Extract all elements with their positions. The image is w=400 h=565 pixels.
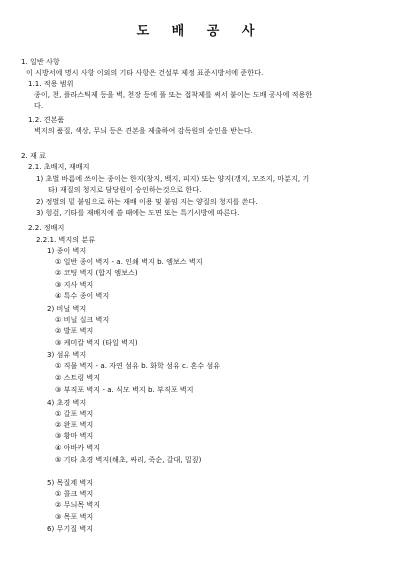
list-item: ④ 특수 종이 벽지 bbox=[55, 291, 110, 300]
section-1-heading: 1. 일반 사항 bbox=[21, 57, 60, 66]
section-1-2-text: 벽지의 품질, 색상, 무늬 등은 견본을 제출하여 감독원의 승인을 받는다. bbox=[34, 126, 253, 135]
list-item: ④ 아바카 벽지 bbox=[55, 443, 101, 452]
list-item: ⑤ 기타 초경 벽지(해초, 싸리, 죽순, 갈대, 밀짚) bbox=[55, 455, 202, 464]
list-item: ① 갈포 벽지 bbox=[55, 409, 94, 418]
section-1-1-heading: 1.1. 적용 범위 bbox=[28, 79, 74, 88]
list-item: ② 발포 벽지 bbox=[55, 326, 94, 335]
section-1-text: 이 시방서에 명시 사항 이외의 기타 사항은 건설부 제정 표준시방서에 준한다. bbox=[26, 68, 264, 77]
group-label: 4) 초경 벽지 bbox=[47, 398, 87, 407]
section-2-1-item-1-line1: 1) 초벌 바름에 쓰이는 종이는 한지(창지, 백지, 피지) 또는 양지(갱지, 모조지, 마분지, 기 bbox=[36, 174, 310, 183]
list-item: ① 콜크 벽지 bbox=[55, 489, 94, 498]
list-item: ① 일반 종이 벽지 - a. 인쇄 벽지 b. 엠보스 벽지 bbox=[55, 257, 203, 266]
section-1-1-text-line1: 종이, 천, 플라스틱제 등을 벽, 천장 등에 풀 또는 접착제를 써서 붙이는 도배 공사에 적용한 bbox=[34, 90, 313, 99]
list-item: ③ 황마 벽지 bbox=[55, 431, 94, 440]
group-label: 3) 섬유 벽지 bbox=[47, 350, 87, 359]
group-label: 6) 무기질 벽지 bbox=[47, 524, 94, 533]
list-item: ③ 케미칼 벽지 (타일 벽지) bbox=[55, 338, 138, 347]
section-1-1-text-line2: 다. bbox=[34, 101, 44, 110]
section-2-heading: 2. 재 료 bbox=[21, 151, 46, 160]
list-item: ③ 지사 벽지 bbox=[55, 280, 94, 289]
section-2-2-heading: 2.2. 정배지 bbox=[28, 223, 65, 232]
group-label: 5) 목질계 벽지 bbox=[47, 478, 94, 487]
list-item: ② 코팅 벽지 (합지 엠보스) bbox=[55, 268, 138, 277]
section-2-2-1-heading: 2.2.1. 벽지의 분류 bbox=[36, 235, 96, 244]
list-item: ② 완포 벽지 bbox=[55, 420, 94, 429]
list-item: ③ 목포 벽지 bbox=[55, 512, 94, 521]
list-item: ① 비닐 실크 벽지 bbox=[55, 315, 110, 324]
list-item: ② 무늬목 벽지 bbox=[55, 500, 101, 509]
section-2-1-heading: 2.1. 초배지, 재배지 bbox=[28, 162, 90, 171]
group-label: 2) 비닐 벽지 bbox=[47, 304, 87, 313]
list-item: ② 스트링 벽지 bbox=[55, 373, 101, 382]
document-title: 도 배 공 사 bbox=[136, 24, 264, 39]
section-1-2-heading: 1.2. 견본품 bbox=[28, 115, 65, 124]
section-2-1-item-2: 2) 정벌의 밑 붙임으로 하는 재배 이용 및 붙임 지는 양질의 청지를 쓴다. bbox=[36, 197, 258, 206]
group-label: 1) 종이 벽지 bbox=[47, 246, 87, 255]
list-item: ③ 부직포 벽지 - a. 식모 벽지 b. 부직포 벽지 bbox=[55, 385, 194, 394]
list-item: ① 직물 벽지 - a. 자연 섬유 b. 화학 섬유 c. 혼수 섬유 bbox=[55, 361, 221, 370]
section-2-1-item-3: 3) 헝겊, 기타를 재배지에 쓸 때에는 도면 또는 특기시방에 따른다. bbox=[36, 208, 240, 217]
section-2-1-item-1-line2: 타) 재질의 청지로 담당원이 승인하는것으로 한다. bbox=[48, 185, 202, 194]
